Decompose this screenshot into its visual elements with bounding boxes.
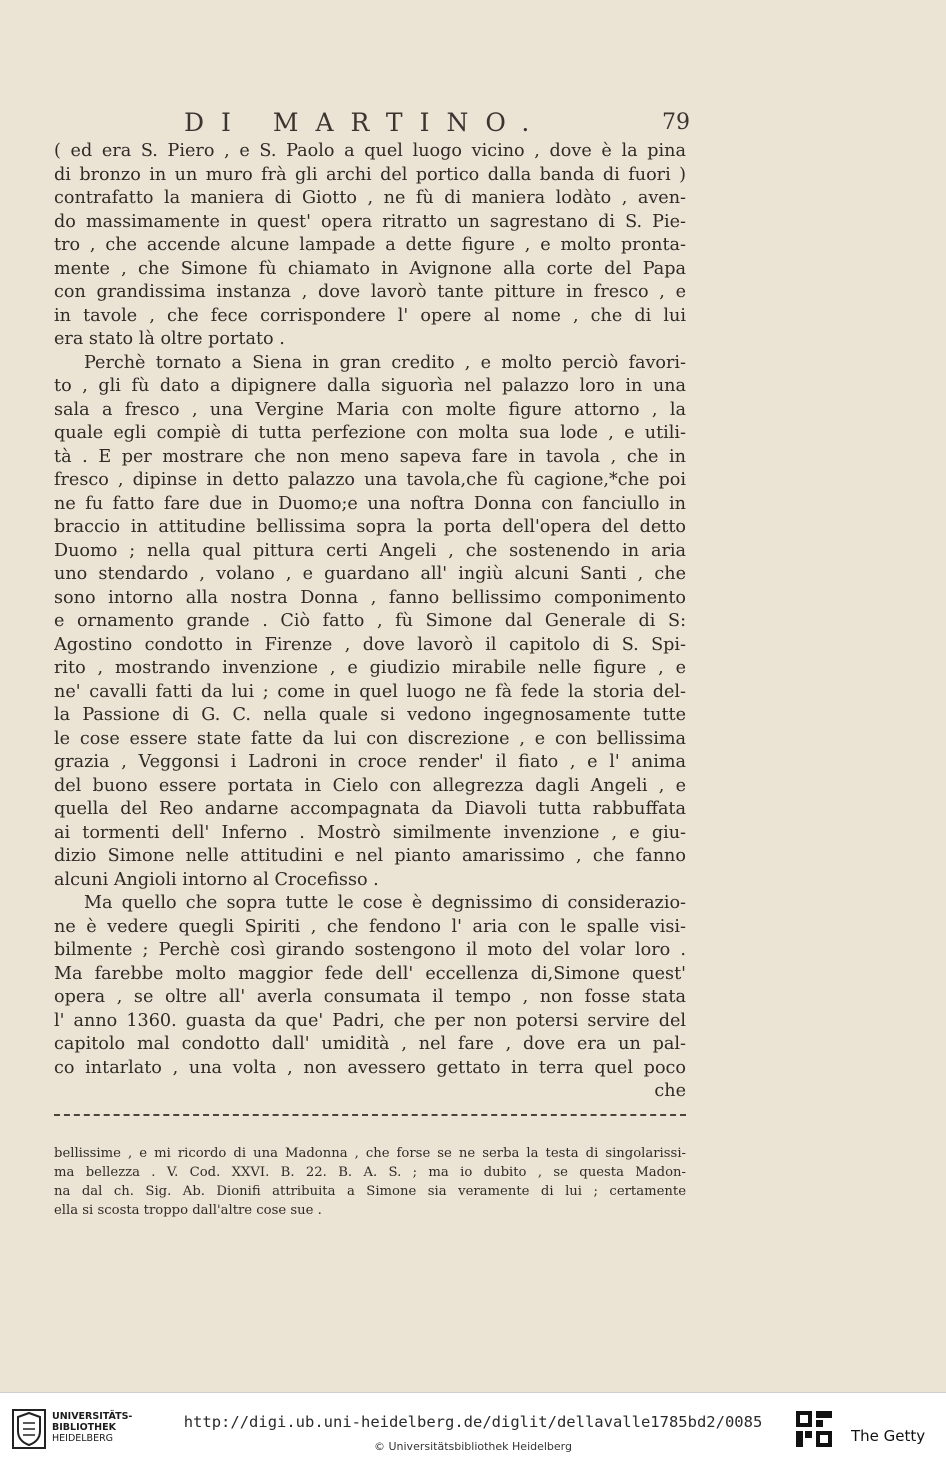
text-line: alcuni Angioli intorno al Crocefisso .: [54, 869, 379, 890]
footnote-line: bellissime , e mi ricordo di una Madonna , che forse se ne serba la testa di singolarissi-: [54, 1145, 686, 1161]
text-line: tà . E per mostrare che non meno sapeva fare in tavola , che in: [54, 446, 686, 467]
text-line: ne è vedere quegli Spiriti , che fendono l' aria con le spalle visi-: [54, 916, 686, 937]
text-line: braccio in attitudine bellissima sopra la porta dell'opera del detto: [54, 517, 686, 537]
text-line: grazia , Veggonsi i Ladroni in croce render' il fiato , e l' anima: [54, 752, 686, 772]
partner-name[interactable]: The Getty: [851, 1427, 926, 1445]
text-line: Ma quello che sopra tutte le cose è degnissimo di considerazio-: [84, 893, 686, 913]
page-number: 79: [662, 110, 690, 135]
text-line: tro , che accende alcune lampade a dette figure , e molto pronta-: [54, 235, 686, 255]
text-line: ai tormenti dell' Inferno . Mostrò similmente invenzione , e giu-: [54, 822, 686, 843]
running-head: DI MARTINO.: [184, 108, 547, 137]
text-line: e ornamento grande . Ciò fatto , fù Simone dal Generale di S:: [54, 611, 686, 631]
institution-line-2: BIBLIOTHEK: [52, 1422, 116, 1433]
text-line: con grandissima instanza , dove lavorò tante pitture in fresco , e: [54, 282, 686, 302]
getty-logo-icon[interactable]: [794, 1409, 834, 1449]
text-line: Perchè tornato a Siena in gran credito , e molto perciò favori-: [84, 352, 686, 373]
institution-line-3: HEIDELBERG: [52, 1433, 114, 1444]
page-header: [54, 108, 690, 140]
text-line: l' anno 1360. guasta da que' Padri, che per non potersi servire del: [54, 1010, 686, 1031]
text-line: la Passione di G. C. nella quale si vedono ingegnosamente tutte: [54, 705, 686, 725]
text-line: Duomo ; nella qual pittura certi Angeli , che sostenendo in aria: [54, 540, 686, 561]
text-line: Ma farebbe molto maggior fede dell' eccellenza di,Simone quest': [54, 963, 686, 984]
text-line: Agostino condotto in Firenze , dove lavorò il capitolo di S. Spi-: [54, 634, 686, 655]
page-content: [54, 108, 690, 1220]
text-line: bilmente ; Perchè così girando sostengono il moto del volar loro .: [54, 940, 686, 960]
footnote-rule: [54, 1114, 686, 1116]
text-line: rito , mostrando invenzione , e giudizio mirabile nelle figure , e: [54, 658, 686, 678]
text-line: sala a fresco , una Vergine Maria con molte figure attorno , la: [54, 399, 686, 420]
text-line: uno stendardo , volano , e guardano all' ingiù alcuni Santi , che: [54, 564, 686, 584]
text-line: era stato là oltre portato .: [54, 329, 285, 349]
footnote-line: na dal ch. Sig. Ab. Dionifi attribuita a Simone sia veramente di lui ; certamente: [54, 1183, 686, 1199]
text-line: do massimamente in quest' opera ritratto un sagrestano di S. Pie-: [54, 211, 686, 232]
institution-line-1: UNIVERSITÄTS-: [52, 1411, 133, 1422]
body-text: [54, 140, 686, 1104]
text-line: capitolo mal condotto dall' umidità , nel fare , dove era un pal-: [54, 1034, 686, 1054]
text-line: co intarlato , una volta , non avessero gettato in terra quel poco: [54, 1057, 686, 1078]
text-line: ( ed era S. Piero , e S. Paolo a quel luogo vicino , dove è la pina: [54, 141, 686, 161]
text-line: che: [654, 1081, 686, 1101]
text-line: opera , se oltre all' averla consumata il tempo , non fosse stata: [54, 987, 686, 1007]
text-line: di bronzo in un muro frà gli archi del portico dalla banda di fuori ): [54, 164, 686, 185]
text-line: sono intorno alla nostra Donna , fanno bellissimo componimento: [54, 587, 686, 608]
permalink-url[interactable]: http://digi.ub.uni-heidelberg.de/diglit/dellavalle1785bd2/0085: [183, 1413, 763, 1431]
copyright-notice: © Universitätsbibliothek Heidelberg: [373, 1440, 572, 1453]
footnote-line: ella si scosta troppo dall'altre cose sue .: [54, 1202, 322, 1218]
text-line: ne' cavalli fatti da lui ; come in quel luogo ne fà fede la storia del-: [54, 681, 686, 702]
viewer-footer: [0, 1392, 946, 1470]
text-line: to , gli fù dato a dipignere dalla siguorìa nel palazzo loro in una: [54, 376, 686, 396]
text-line: in tavole , che fece corrispondere l' opere al nome , che di lui: [54, 305, 686, 326]
text-line: dizio Simone nelle attitudini e nel pianto amarissimo , che fanno: [54, 846, 686, 866]
text-line: quale egli compiè di tutta perfezione con molta sua lode , e utili-: [54, 423, 686, 443]
footnotes: [54, 1144, 686, 1220]
text-line: fresco , dipinse in detto palazzo una tavola,che fù cagione,*che poi: [54, 470, 686, 490]
text-line: quella del Reo andarne accompagnata da Diavoli tutta rabbuffata: [54, 799, 686, 819]
text-line: ne fu fatto fare due in Duomo;e una noftra Donna con fanciullo in: [54, 493, 686, 514]
text-line: le cose essere state fatte da lui con discrezione , e con bellissima: [54, 728, 686, 749]
text-line: contrafatto la maniera di Giotto , ne fù di maniera lodàto , aven-: [54, 188, 686, 208]
text-line: mente , che Simone fù chiamato in Avignone alla corte del Papa: [54, 258, 686, 279]
text-line: del buono essere portata in Cielo con allegrezza dagli Angeli , e: [54, 775, 686, 796]
footnote-line: ma bellezza . V. Cod. XXVI. B. 22. B. A. S. ; ma io dubito , se questa Madon-: [54, 1164, 686, 1180]
